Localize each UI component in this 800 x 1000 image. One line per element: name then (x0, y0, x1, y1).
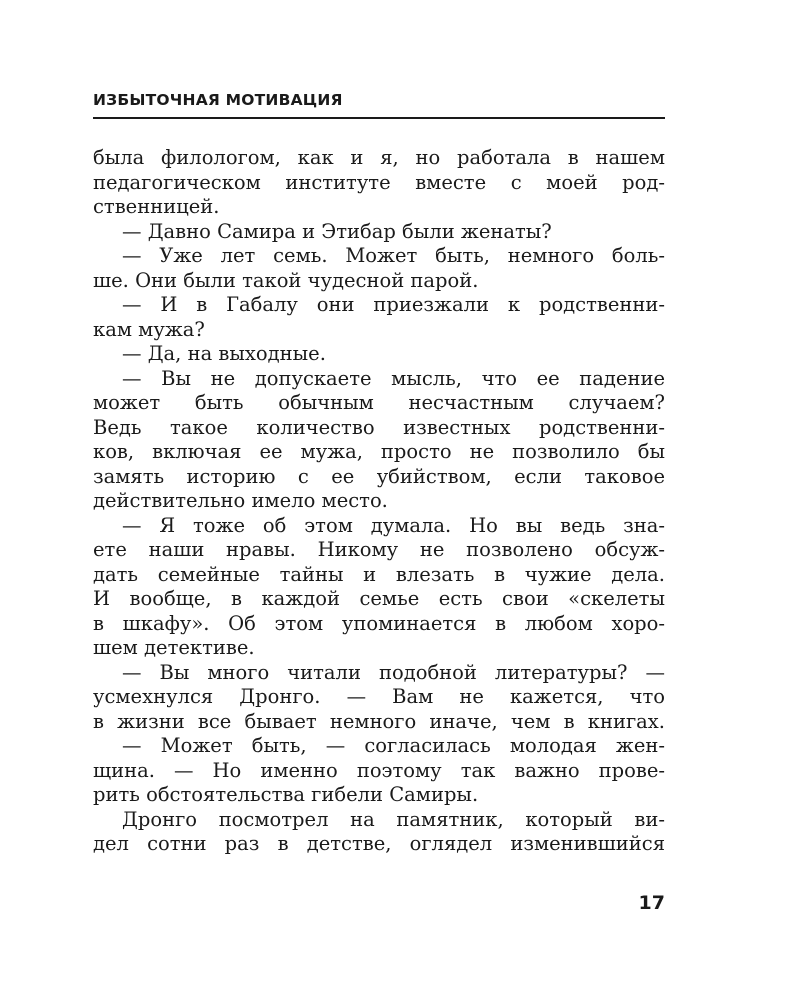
text-line: — Может быть, — согласилась молодая жен- (122, 734, 665, 757)
text-line: действительно имело место. (93, 489, 388, 512)
text-line: — Уже лет семь. Может быть, немного боль- (122, 244, 665, 267)
text-line: — Вы не допускаете мысль, что ее падение (122, 366, 665, 390)
text-line: — Давно Самира и Этибар были женаты? (122, 219, 552, 243)
text-line: Дронго посмотрел на памятник, который ви- (122, 807, 665, 831)
text-line: шем детективе. (93, 636, 255, 659)
text-line: кам мужа? (93, 317, 205, 341)
text-line: — Я тоже об этом думала. Но вы ведь зна- (122, 513, 665, 537)
text-line: дать семейные тайны и влезать в чужие дела. (93, 562, 665, 586)
header-rule (93, 117, 665, 119)
text-line: И вообще, в каждой семье есть свои «скелеты (93, 587, 665, 610)
text-line: рить обстоятельства гибели Самиры. (93, 783, 479, 806)
running-header: ИЗБЫТОЧНАЯ МОТИВАЦИЯ (93, 91, 343, 109)
text-line: — Да, на выходные. (122, 342, 326, 365)
text-line: ете наши нравы. Никому не позволено обсуж- (93, 538, 665, 561)
text-line: может быть обычным несчастным случаем? (93, 391, 665, 414)
page-number: 17 (638, 892, 665, 914)
text-line: была филологом, как и я, но работала в нашем (93, 146, 665, 169)
text-line: в шкафу». Об этом упоминается в любом хоро- (93, 611, 665, 635)
body-text (93, 146, 665, 857)
text-line: замять историю с ее убийством, если таковое (93, 464, 665, 488)
text-line: педагогическом институте вместе с моей род- (93, 170, 665, 194)
text-line: в жизни все бывает немного иначе, чем в книгах. (93, 709, 665, 733)
text-line: ков, включая ее мужа, просто не позволило бы (93, 440, 665, 463)
text-line: усмехнулся Дронго. — Вам не кажется, что (93, 685, 665, 708)
text-line: дел сотни раз в детстве, оглядел изменившийся (93, 832, 665, 855)
text-line: — И в Габалу они приезжали к родственни- (122, 293, 665, 316)
text-line: — Вы много читали подобной литературы? — (122, 660, 665, 684)
text-line: ше. Они были такой чудесной парой. (93, 268, 479, 292)
text-line: ственницей. (93, 195, 220, 218)
text-line: Ведь такое количество известных родственни- (93, 415, 665, 439)
text-line: щина. — Но именно поэтому так важно прове- (93, 758, 665, 782)
